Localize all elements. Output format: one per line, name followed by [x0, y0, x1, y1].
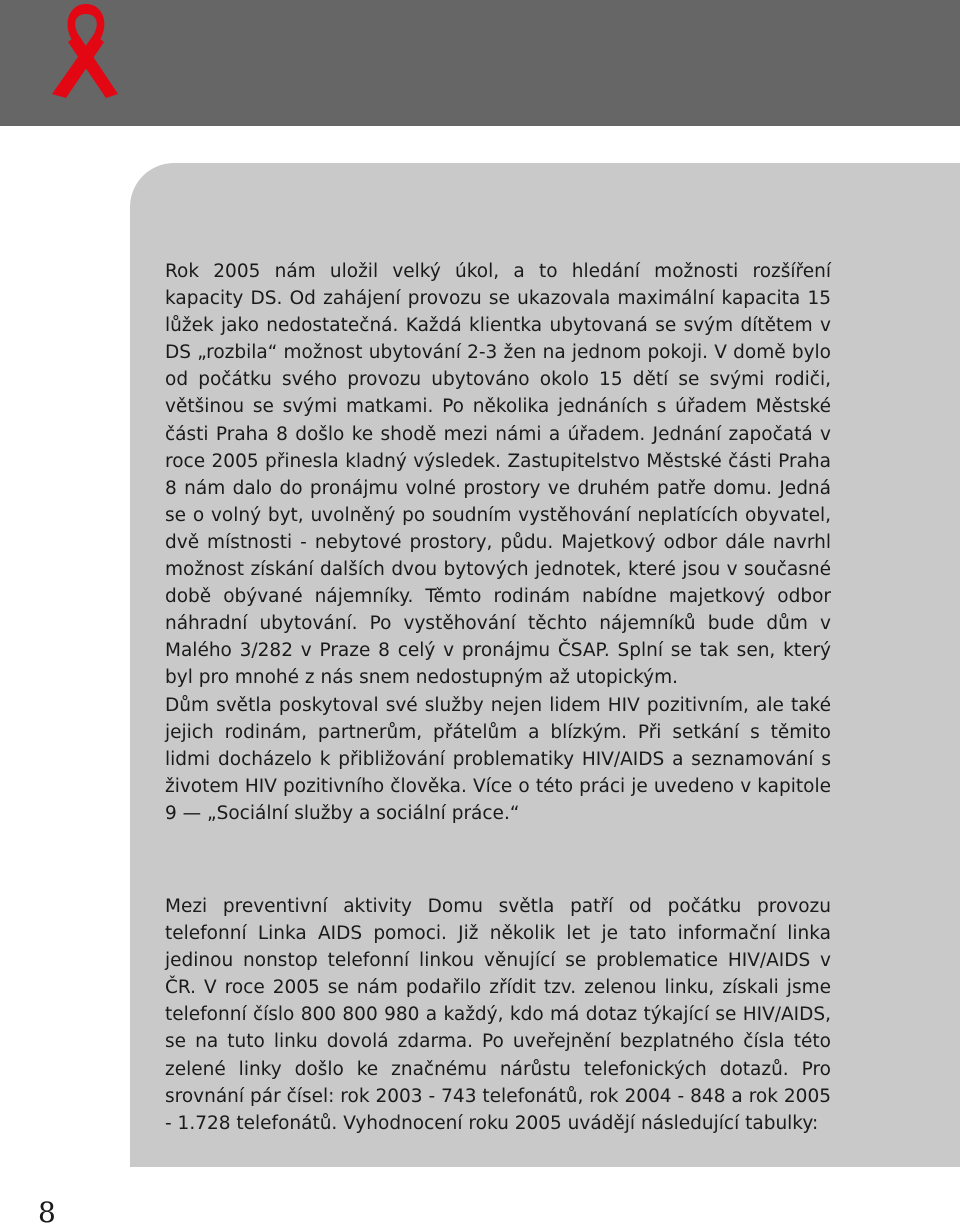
body-text-main — [165, 258, 831, 827]
header-band — [0, 0, 960, 126]
paragraph-services: Dům světla poskytoval své služby nejen lidem HIV pozitivním, ale také jejich rodinám, partnerům, přátelům a blízkým. Při setkání s těmito lidmi docházelo k přibližování problematiky HIV/AIDS a seznamování s životem HIV pozitivního člověka. Více o této práci je uvedeno v kapitole 9 — „Sociální služby a sociální práce.“ — [165, 694, 831, 824]
paragraph-capacity: Rok 2005 nám uložil velký úkol, a to hledání možnosti rozšíření kapacity DS. Od zahájení provozu se ukazovala maximální kapacita 15 lůžek jako nedostatečná. Každá klientka ubytovaná se svým dítětem v DS „rozbila“ možnost ubytování 2-3 žen na jednom pokoji. V domě bylo od počátku svého provozu ubytováno okolo 15 dětí se svými rodiči, většinou se svými matkami. Po několika jednáních s úřadem Městské části Praha 8 došlo ke shodě mezi námi a úřadem. Jednání započatá v roce 2005 přinesla kladný výsledek. Zastupitelstvo Městské části Praha 8 nám dalo do pronájmu volné prostory ve druhém patře domu. Jedná se o volný byt, uvolněný po soudním vystěhování neplatících obyvatel, dvě místnosti - nebytové prostory, půdu. Majetkový odbor dále navrhl možnost získání dalších dvou bytových jednotek, které jsou v současné době obývané nájemníky. Těmto rodinám nabídne majetkový odbor náhradní ubytování. Po vystěhování těchto nájemníků bude dům v Malého 3/282 v Praze 8 celý v pronájmu ČSAP. Splní se tak sen, který byl pro mnohé z nás snem nedostupným až utopickým. — [165, 261, 831, 689]
page-number: 8 — [38, 1196, 56, 1229]
paragraph-aids-line: Mezi preventivní aktivity Domu světla patří od počátku provozu telefonní Linka AIDS pomoci. Již několik let je tato informační linka jedinou nonstop telefonní linkou věnující se problematice HIV/AIDS v ČR. V roce 2005 se nám podařilo zřídit tzv. zelenou linku, získali jsme telefonní číslo 800 800 980 a každý, kdo má dotaz týkající se HIV/AIDS, se na tuto linku dovolá zdarma. Po uveřejnění bezplatného čísla této zelené linky došlo ke značnému nárůstu telefonických dotazů. Pro srovnání pár čísel: rok 2003 - 743 telefonátů, rok 2004 - 848 a rok 2005 - 1.728 telefonátů. Vyhodnocení roku 2005 uvádějí následující tabulky: — [165, 896, 831, 1134]
body-text-prevention — [165, 893, 831, 1137]
red-ribbon-icon — [44, 0, 128, 98]
page-number-area — [0, 1167, 130, 1229]
